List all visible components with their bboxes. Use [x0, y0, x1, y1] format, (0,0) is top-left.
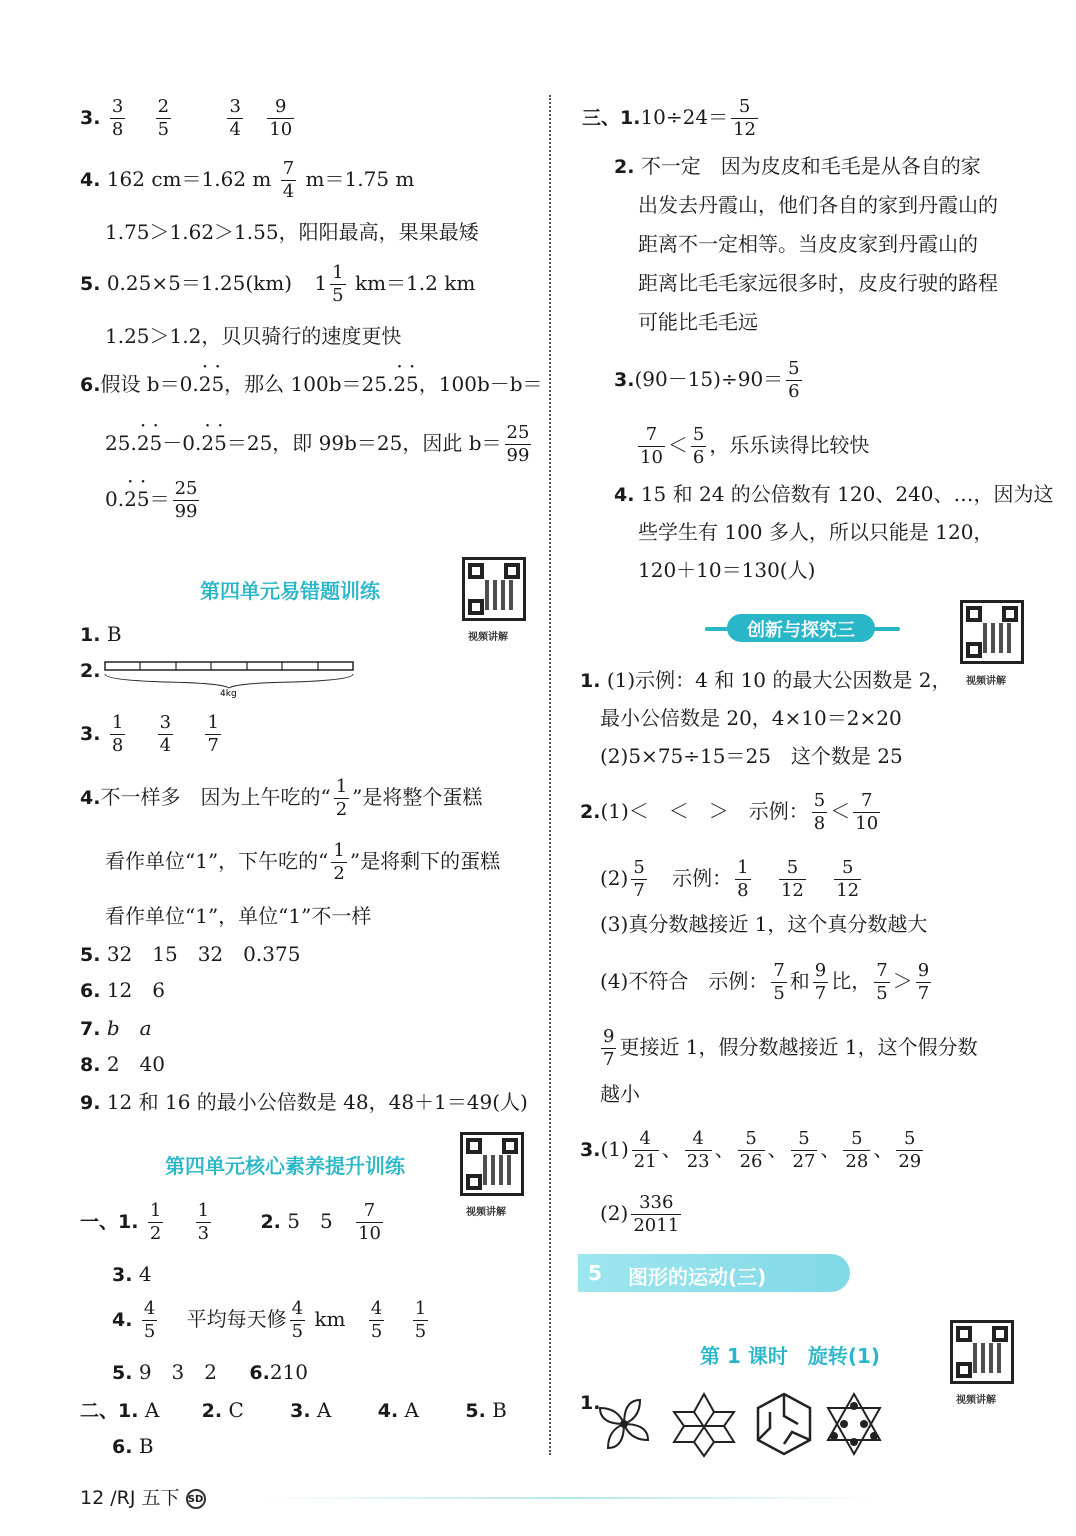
- qr-label: 视频讲解: [466, 1207, 506, 1218]
- segment-diagram: [104, 660, 356, 698]
- lesson-title: 第 1 课时 旋转(1): [700, 1344, 881, 1368]
- fraction: $\frac{25}{99}$: [506, 422, 530, 466]
- fraction: $\frac{1}{8}$: [111, 712, 124, 756]
- mistake-9: 9. 12 和 16 的最小公倍数是 48，48＋1＝49(人): [80, 1090, 528, 1114]
- answer-5: 5. 0.25×5＝1.25(km) 1 $\frac{1}{5}$ km＝1.2 km: [80, 262, 476, 306]
- qr-code-icon[interactable]: [960, 600, 1024, 664]
- fraction: $\frac{3}{4}$: [229, 96, 241, 140]
- mistake-7: 7. b a: [80, 1016, 152, 1040]
- core-part1-3: 3. 4: [112, 1262, 152, 1286]
- mistake-8: 8. 2 40: [80, 1052, 165, 1076]
- fraction: $\frac{5}{12}$: [733, 96, 757, 140]
- fraction: $\frac{5}{8}$: [813, 790, 826, 834]
- fraction: $\frac{1}{7}$: [207, 712, 219, 756]
- qr-code-icon[interactable]: [460, 1132, 524, 1196]
- qr-label: 视频讲解: [956, 1395, 996, 1406]
- fraction: $\frac{5}{29}$: [898, 1128, 922, 1172]
- part3-2-line: 距离不一定相等。当皮皮家到丹霞山的: [638, 232, 978, 256]
- qr-label: 视频讲解: [966, 676, 1006, 687]
- star-figure: [674, 1394, 734, 1456]
- fraction: $\frac{9}{10}$: [269, 96, 293, 140]
- hexagram-figure: [828, 1394, 880, 1454]
- fraction: $\frac{9}{7}$: [814, 960, 827, 1004]
- fraction: $\frac{5}{7}$: [633, 857, 645, 901]
- fraction: $\frac{4}{21}$: [633, 1128, 657, 1172]
- fraction: $\frac{3}{4}$: [159, 712, 172, 756]
- page-footer: 12 /RJ 五下 SD: [80, 1484, 206, 1512]
- fraction: $\frac{1}{5}$: [414, 1298, 427, 1342]
- fraction: $\frac{5}{12}$: [836, 857, 860, 901]
- innovation-2-4: (4)不符合 示例： $\frac{7}{5}$ 和 $\frac{9}{7}$ 比， $\frac{7}{5}$ ＞ $\frac{9}{7}$: [600, 960, 930, 1004]
- fraction: $\frac{1}{2}$: [335, 776, 348, 820]
- section-banner-innovation: [705, 614, 900, 642]
- part3-1: 三、1.10÷24＝ $\frac{5}{12}$: [582, 96, 757, 140]
- answer-6-line3: 0.· 2· 5＝ $\frac{25}{99}$: [105, 478, 202, 523]
- innovation-3-2: (2) $\frac{336}{2011}$: [600, 1192, 680, 1236]
- part3-3: 3.(90－15)÷90＝ $\frac{5}{6}$: [614, 358, 800, 402]
- qr-code-icon[interactable]: [462, 557, 526, 621]
- fraction: $\frac{5}{6}$: [692, 424, 705, 468]
- fraction: $\frac{4}{5}$: [291, 1298, 304, 1342]
- answer-6-line2: 25.· 2· 5－0.· 2· 5＝25，即 99b＝25，因此 b＝ $\frac{25}{99}$: [105, 422, 534, 467]
- fraction: $\frac{3}{8}$: [111, 96, 124, 140]
- fraction: $\frac{1}{2}$: [333, 840, 345, 884]
- fraction: $\frac{5}{28}$: [845, 1128, 869, 1172]
- fraction: $\frac{5}{26}$: [739, 1128, 763, 1172]
- fraction: $\frac{7}{4}$: [282, 158, 295, 202]
- fraction: $\frac{7}{10}$: [855, 790, 879, 834]
- fraction: $\frac{9}{7}$: [917, 960, 930, 1004]
- fraction: $\frac{4}{5}$: [143, 1298, 156, 1342]
- part3-4-line: 120＋10＝130(人): [638, 558, 816, 582]
- mistake-1: 1. B: [80, 622, 122, 646]
- mistake-2: 2.: [80, 660, 101, 682]
- innovation-2-4-line2: $\frac{9}{7}$ 更接近 1，假分数越接近 1，这个假分数: [603, 1026, 978, 1070]
- pinwheel-figure: [600, 1400, 648, 1448]
- section-title-core: 第四单元核心素养提升训练: [165, 1154, 405, 1178]
- innovation-2-4-line3: 越小: [600, 1082, 640, 1106]
- part3-2-line: 可能比毛毛远: [638, 310, 758, 334]
- fraction: $\frac{1}{8}$: [737, 857, 749, 901]
- fraction: $\frac{1}{5}$: [332, 262, 344, 306]
- unit-title: 图形的运动(三): [628, 1265, 767, 1289]
- mistake-5: 5. 32 15 32 0.375: [80, 942, 301, 966]
- innovation-1: 1. (1)示例：4 和 10 的最大公因数是 2，: [580, 668, 952, 692]
- part3-2: 2. 不一定 因为皮皮和毛毛是从各自的家: [614, 154, 981, 178]
- innovation-2-2: (2) $\frac{5}{7}$ 示例： $\frac{1}{8}$ $\frac{5}{12}$ $\frac{5}{12}$: [600, 857, 860, 901]
- core-part1-1: 一、1. $\frac{1}{2}$ $\frac{1}{3}$ 2. 5 5 $\frac{7}{10}$: [80, 1200, 381, 1244]
- fraction: $\frac{4}{23}$: [686, 1128, 710, 1172]
- sd-badge: SD: [186, 1489, 206, 1509]
- answer-4-line2: 1.75＞1.62＞1.55，阳阳最高，果果最矮: [105, 220, 479, 244]
- answer-3: 3. $\frac{3}{8}$ $\frac{2}{5}$ $\frac{3}{4}$ $\frac{9}{10}$: [80, 96, 293, 140]
- mistake-4-line2: 看作单位“1”，下午吃的“ $\frac{1}{2}$ ”是将剩下的蛋糕: [105, 840, 501, 884]
- innovation-1-line: 最小公倍数是 20，4×10＝2×20: [600, 706, 902, 730]
- part3-4-line: 些学生有 100 多人，所以只能是 120，: [638, 520, 994, 544]
- fraction: $\frac{4}{5}$: [370, 1298, 383, 1342]
- part3-2-line: 出发去丹霞山，他们各自的家到丹霞山的: [638, 193, 998, 217]
- innovation-1-line: (2)5×75÷15＝25 这个数是 25: [600, 744, 903, 768]
- part3-2-line: 距离比毛毛家远很多时，皮皮行驶的路程: [638, 271, 998, 295]
- fraction: $\frac{2}{5}$: [157, 96, 170, 140]
- part3-4: 4. 15 和 24 的公倍数有 120、240、…，因为这: [614, 482, 1054, 506]
- fraction: $\frac{5}{27}$: [792, 1128, 816, 1172]
- qr-label: 视频讲解: [468, 632, 508, 643]
- fraction: $\frac{7}{10}$: [640, 424, 663, 468]
- lesson-answer-1: 1.: [580, 1392, 601, 1414]
- footer-rule: [260, 1497, 880, 1499]
- innovation-3: 3.(1) $\frac{4}{21}$ 、 $\frac{4}{23}$ 、 $\frac{5}{26}$ 、 $\frac{5}{27}$ 、 $\frac{5}{28}$ 、 $\frac{5}{29}$: [580, 1128, 922, 1172]
- fraction: $\frac{5}{6}$: [788, 358, 800, 402]
- fraction: $\frac{25}{99}$: [174, 478, 198, 522]
- core-part2: 二、1. A 2. C 3. A 4. A 5. B: [80, 1398, 507, 1422]
- mistake-4-line3: 看作单位“1”，单位“1”不一样: [105, 904, 372, 928]
- answer-6: 6.假设 b＝0.· 2· 5，那么 100b＝25.· 2· 5，100b－b＝: [80, 370, 543, 399]
- section-title-mistakes: 第四单元易错题训练: [200, 579, 380, 603]
- mistake-4: 4.不一样多 因为上午吃的“ $\frac{1}{2}$ ”是将整个蛋糕: [80, 776, 483, 820]
- qr-code-icon[interactable]: [950, 1320, 1014, 1384]
- fraction: $\frac{7}{5}$: [773, 960, 785, 1004]
- fraction: $\frac{5}{12}$: [780, 857, 804, 901]
- core-part1-4: 4. $\frac{4}{5}$ 平均每天修 $\frac{4}{5}$ km $\frac{4}{5}$ $\frac{1}{5}$: [112, 1298, 427, 1342]
- fraction: $\frac{1}{3}$: [197, 1200, 210, 1244]
- fraction: $\frac{7}{5}$: [876, 960, 888, 1004]
- unit-number: 5: [588, 1261, 602, 1285]
- fraction: $\frac{7}{10}$: [358, 1200, 381, 1244]
- mistake-6: 6. 12 6: [80, 978, 165, 1002]
- innovation-2-3: (3)真分数越接近 1，这个真分数越大: [600, 912, 928, 936]
- answer-4: 4. 162 cm＝1.62 m $\frac{7}{4}$ m＝1.75 m: [80, 158, 415, 202]
- innovation-2: 2.(1)＜ ＜ ＞ 示例： $\frac{5}{8}$ ＜ $\frac{7}{10}$: [580, 790, 879, 834]
- mistake-3: 3. $\frac{1}{8}$ $\frac{3}{4}$ $\frac{1}{7}$: [80, 712, 219, 756]
- column-divider: [549, 95, 551, 1455]
- fraction: $\frac{9}{7}$: [603, 1026, 615, 1070]
- part3-3-line2: $\frac{7}{10}$ ＜ $\frac{5}{6}$ ，乐乐读得比较快: [640, 424, 870, 468]
- core-part1-5: 5. 9 3 2 6.210: [112, 1360, 308, 1384]
- section-title-innovation: 创新与探究三: [747, 620, 855, 641]
- diagram-label: 4kg: [220, 689, 237, 698]
- unit-banner: [578, 1254, 850, 1292]
- rotation-figures: [596, 1392, 886, 1458]
- answer-5-line2: 1.25＞1.2，贝贝骑行的速度更快: [105, 324, 402, 348]
- core-part2-6: 6. B: [112, 1434, 154, 1458]
- page-number: 12: [80, 1487, 105, 1509]
- fraction: $\frac{1}{2}$: [149, 1200, 162, 1244]
- fraction: $\frac{336}{2011}$: [633, 1192, 680, 1236]
- hexagon-figure: [758, 1394, 810, 1454]
